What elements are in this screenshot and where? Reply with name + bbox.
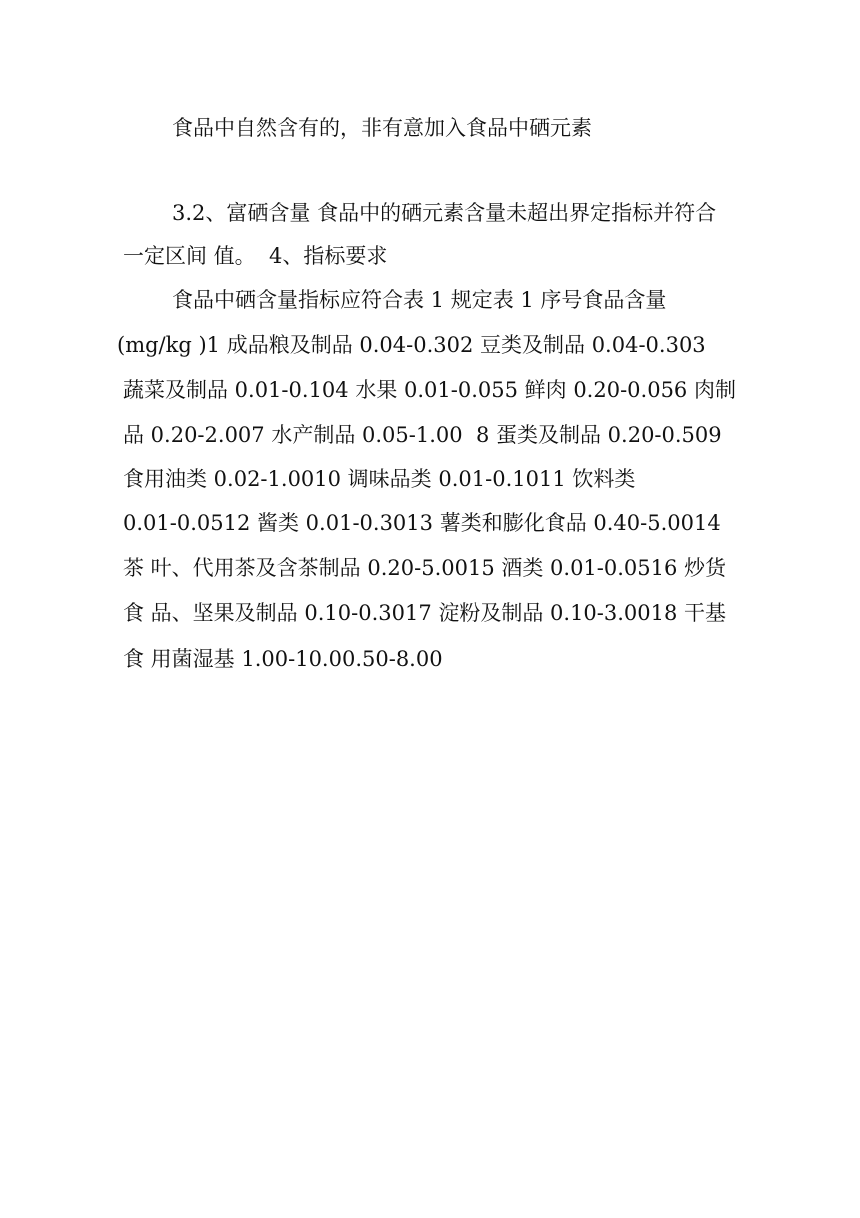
- paragraph-line: 品 0.20-2.007 水产制品 0.05-1.00 8 蛋类及制品 0.20-0.509: [123, 423, 722, 447]
- paragraph-line: 食 品、坚果及制品 0.10-0.3017 淀粉及制品 0.10-3.0018 干基: [123, 601, 727, 625]
- paragraph-line: 茶 叶、代用茶及含茶制品 0.20-5.0015 酒类 0.01-0.0516 炒货: [123, 556, 727, 580]
- paragraph-line: 食品中硒含量指标应符合表 1 规定表 1 序号食品含量: [172, 288, 667, 312]
- paragraph-line: (mg/kg )1 成品粮及制品 0.04-0.302 豆类及制品 0.04-0.303: [117, 333, 706, 357]
- paragraph-line: 0.01-0.0512 酱类 0.01-0.3013 薯类和膨化食品 0.40-5.0014: [123, 511, 721, 535]
- paragraph-line: 食 用菌湿基 1.00-10.00.50-8.00: [123, 647, 443, 671]
- paragraph-line: 食用油类 0.02-1.0010 调味品类 0.01-0.1011 饮料类: [123, 467, 636, 491]
- paragraph-line: 蔬菜及制品 0.01-0.104 水果 0.01-0.055 鲜肉 0.20-0.056 肉制: [123, 378, 736, 402]
- paragraph-line: 3.2、富硒含量 食品中的硒元素含量未超出界定指标并符合: [172, 201, 717, 225]
- paragraph-line: 一定区间 值。 4、指标要求: [123, 244, 388, 268]
- paragraph-line: 食品中自然含有的，非有意加入食品中硒元素: [172, 116, 592, 140]
